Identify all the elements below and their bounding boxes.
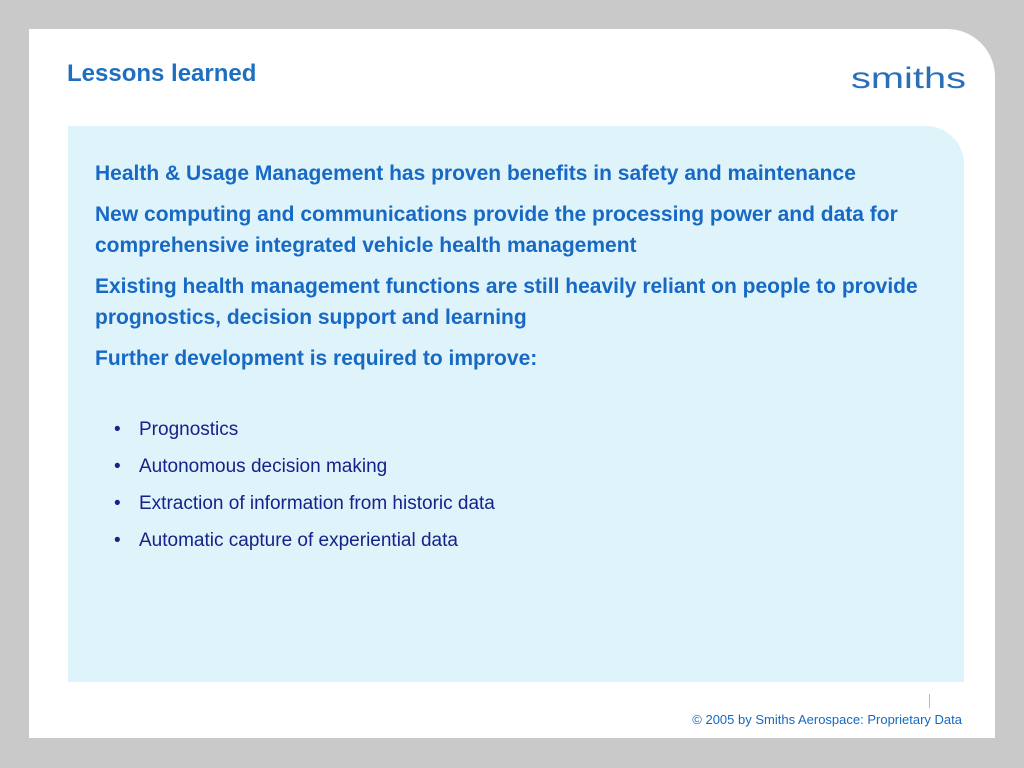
list-item-label: Autonomous decision making	[139, 456, 388, 477]
slide-page	[29, 29, 995, 738]
key-points	[95, 158, 935, 384]
list-item-extraction	[114, 492, 495, 516]
list-item-prognostics	[114, 418, 495, 442]
copyright-notice: © 2005 by Smiths Aerospace: Proprietary Data	[692, 712, 962, 727]
list-item-label: Automatic capture of experiential data	[139, 530, 458, 551]
list-item-label: Prognostics	[139, 419, 239, 440]
list-item-capture	[114, 529, 495, 553]
slide-title: Lessons learned	[67, 60, 257, 87]
smiths-logo	[851, 64, 966, 94]
content-panel	[68, 126, 964, 682]
point-existing-functions: Existing health management functions are still heavily reliant on people to provide prognostics, decision support and learning	[95, 275, 918, 329]
point-computing: New computing and communications provide the processing power and data for comprehensive integrated vehicle health management	[95, 203, 898, 257]
improvement-list	[114, 418, 495, 566]
footer-divider	[929, 694, 930, 708]
bullet-icon: •	[114, 493, 121, 514]
point-further-development: Further development is required to improve:	[95, 347, 538, 370]
point-health-usage: Health & Usage Management has proven benefits in safety and maintenance	[95, 162, 856, 185]
list-item-label: Extraction of information from historic data	[139, 493, 495, 514]
logo-wordmark: smiths	[851, 64, 966, 94]
bullet-icon: •	[114, 530, 121, 551]
bullet-icon: •	[114, 456, 121, 477]
bullet-icon: •	[114, 419, 121, 440]
list-item-decision-making	[114, 455, 495, 479]
